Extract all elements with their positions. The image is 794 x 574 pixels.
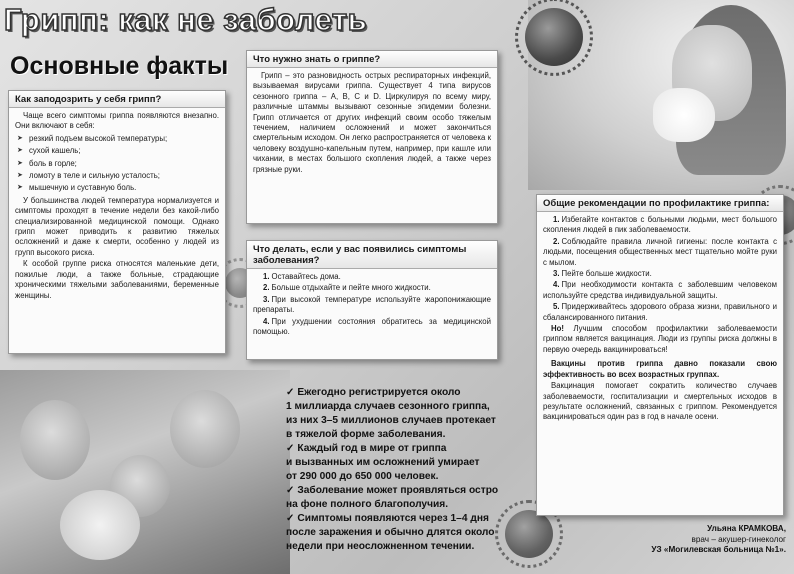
fact-line: ✓ Заболевание может проявляться остро (286, 485, 499, 496)
fact-line: ✓ Ежегодно регистрируется около (286, 387, 461, 398)
list-item: 2. Больше отдыхайте и пейте много жидкости. (263, 283, 431, 293)
recommendation-list (543, 215, 777, 323)
box-heading: Как заподозрить у себя грипп? (9, 91, 225, 108)
box-body (247, 68, 497, 179)
list-item: 3. Пейте больше жидкости. (553, 269, 652, 279)
sick-family-photo (0, 370, 290, 574)
vaccination-note: Но! Лучшим способом профилактики заболеваемости гриппом является вакцинация. Люди из группы риска должны в первую очередь вакцинироваться! (543, 324, 777, 354)
list-item: 3. При высокой температуре используйте жаропонижающие препараты. (253, 294, 491, 315)
paragraph: У большинства людей температура нормализуется и симптомы проходят в течение недели без какой-либо специализированной медицинской помощи. Однако грипп может приводить к развитию тяжелых осложнений и даже к смерти, особенно у людей из групп высокого риска. (15, 195, 219, 257)
list-item: ➤ резкий подъем высокой температуры; (15, 134, 219, 144)
list-item: ➤ мышечную и суставную боль. (15, 183, 219, 193)
list-item: ➤ сухой кашель; (15, 146, 219, 156)
page-title: Грипп: как не заболеть (4, 2, 368, 37)
key-facts (286, 386, 536, 574)
fact-line: на фоне полного благополучия. (286, 499, 449, 510)
fact-line: после заражения и обычно длятся около (286, 527, 495, 538)
fact-line: и вызванных им осложнений умирает (286, 457, 480, 468)
box-how-to-suspect (8, 90, 226, 354)
author-position: врач – акушер-гинеколог (691, 534, 786, 544)
list-item: 2. Соблюдайте правила личной гигиены: после контакта с людьми, посещения общественных мест тщательно мойте руки с мылом. (543, 236, 777, 267)
box-prevention-recommendations (536, 194, 784, 516)
list-item: 5. Придерживайтесь здорового образа жизни, правильного и сбалансированного питания. (543, 302, 777, 322)
fact-line: ✓ Симптомы появляются через 1–4 дня (286, 513, 489, 524)
box-heading: Что нужно знать о гриппе? (247, 51, 497, 68)
list-item: 1. Оставайтесь дома. (263, 272, 341, 281)
section-subtitle: Основные факты (10, 52, 229, 80)
symptom-list (15, 134, 219, 194)
paragraph: К особой группе риска относятся маленькие дети, пожилые люди, а также больные, страдающие хроническими тяжелыми заболеваниями, беременные женщины. (15, 259, 219, 300)
tissue-image (653, 88, 715, 142)
fact-line: из них 3–5 миллионов случаев протекает (286, 415, 496, 426)
list-item: 1. Избегайте контактов с больными людьми, мест большого скопления людей в пик заболеваемости. (543, 215, 777, 235)
author-organization: УЗ «Могилевская больница №1». (651, 545, 786, 554)
paragraph: Грипп – это разновидность острых респираторных инфекций, вызываемая вирусами гриппа. Существует 4 типа вирусов сезонного гриппа – А, В, С и D. Циркулируя по всему миру, различные штаммы вызывают сезонные эпидемии болезни. Грипп отличается от других инфекций своим особо тяжелым течением, наличием осложнений и может закончиться смертельным исходом. Он легко распространяется от человека к человеку воздушно-капельным путем, например, при кашле или чихании, в местах большого скопления людей, а также через грязные руки. (253, 71, 491, 174)
author-signature (651, 524, 786, 556)
vaccine-effectiveness: Вакцины против гриппа давно показали свою эффективность во всех возрастных группах. (543, 359, 777, 379)
box-body (537, 212, 783, 427)
fact-line: в тяжелой форме заболевания. (286, 429, 446, 440)
box-heading: Что делать, если у вас появились симптомы заболевания? (247, 241, 497, 269)
fact-line: от 290 000 до 650 000 человек. (286, 471, 439, 482)
intro-text: Чаще всего симптомы гриппа появляются внезапно. Они включают в себя: (15, 111, 219, 131)
fact-line: ✓ Каждый год в мире от гриппа (286, 443, 447, 454)
list-item: 4. При ухудшении состояния обратитесь за медицинской помощью. (253, 316, 491, 337)
box-heading: Общие рекомендации по профилактике гриппа: (537, 195, 783, 212)
box-what-to-do (246, 240, 498, 360)
box-body (9, 108, 225, 305)
list-item: ➤ ломоту в теле и сильную усталость; (15, 171, 219, 181)
action-list (253, 272, 491, 337)
box-body (247, 269, 497, 341)
box-what-to-know (246, 50, 498, 224)
list-item: 4. При необходимости контакта с заболевшим человеком используйте средства индивидуальной защиты. (543, 280, 777, 300)
author-name: Ульяна КРАМКОВА, (707, 524, 786, 533)
paragraph: Вакцинация помогает сократить количество случаев заболеваемости, госпитализации и смертельных исходов в результате осложнений, связанных с гриппом. Рекомендуется вакцинироваться один раз в год в начале осени. (543, 381, 777, 422)
fact-line: 1 миллиарда случаев сезонного гриппа, (286, 401, 490, 412)
fact-line: недели при неосложненном течении. (286, 541, 475, 552)
list-item: ➤ боль в горле; (15, 159, 219, 169)
virus-illustration (525, 8, 583, 66)
